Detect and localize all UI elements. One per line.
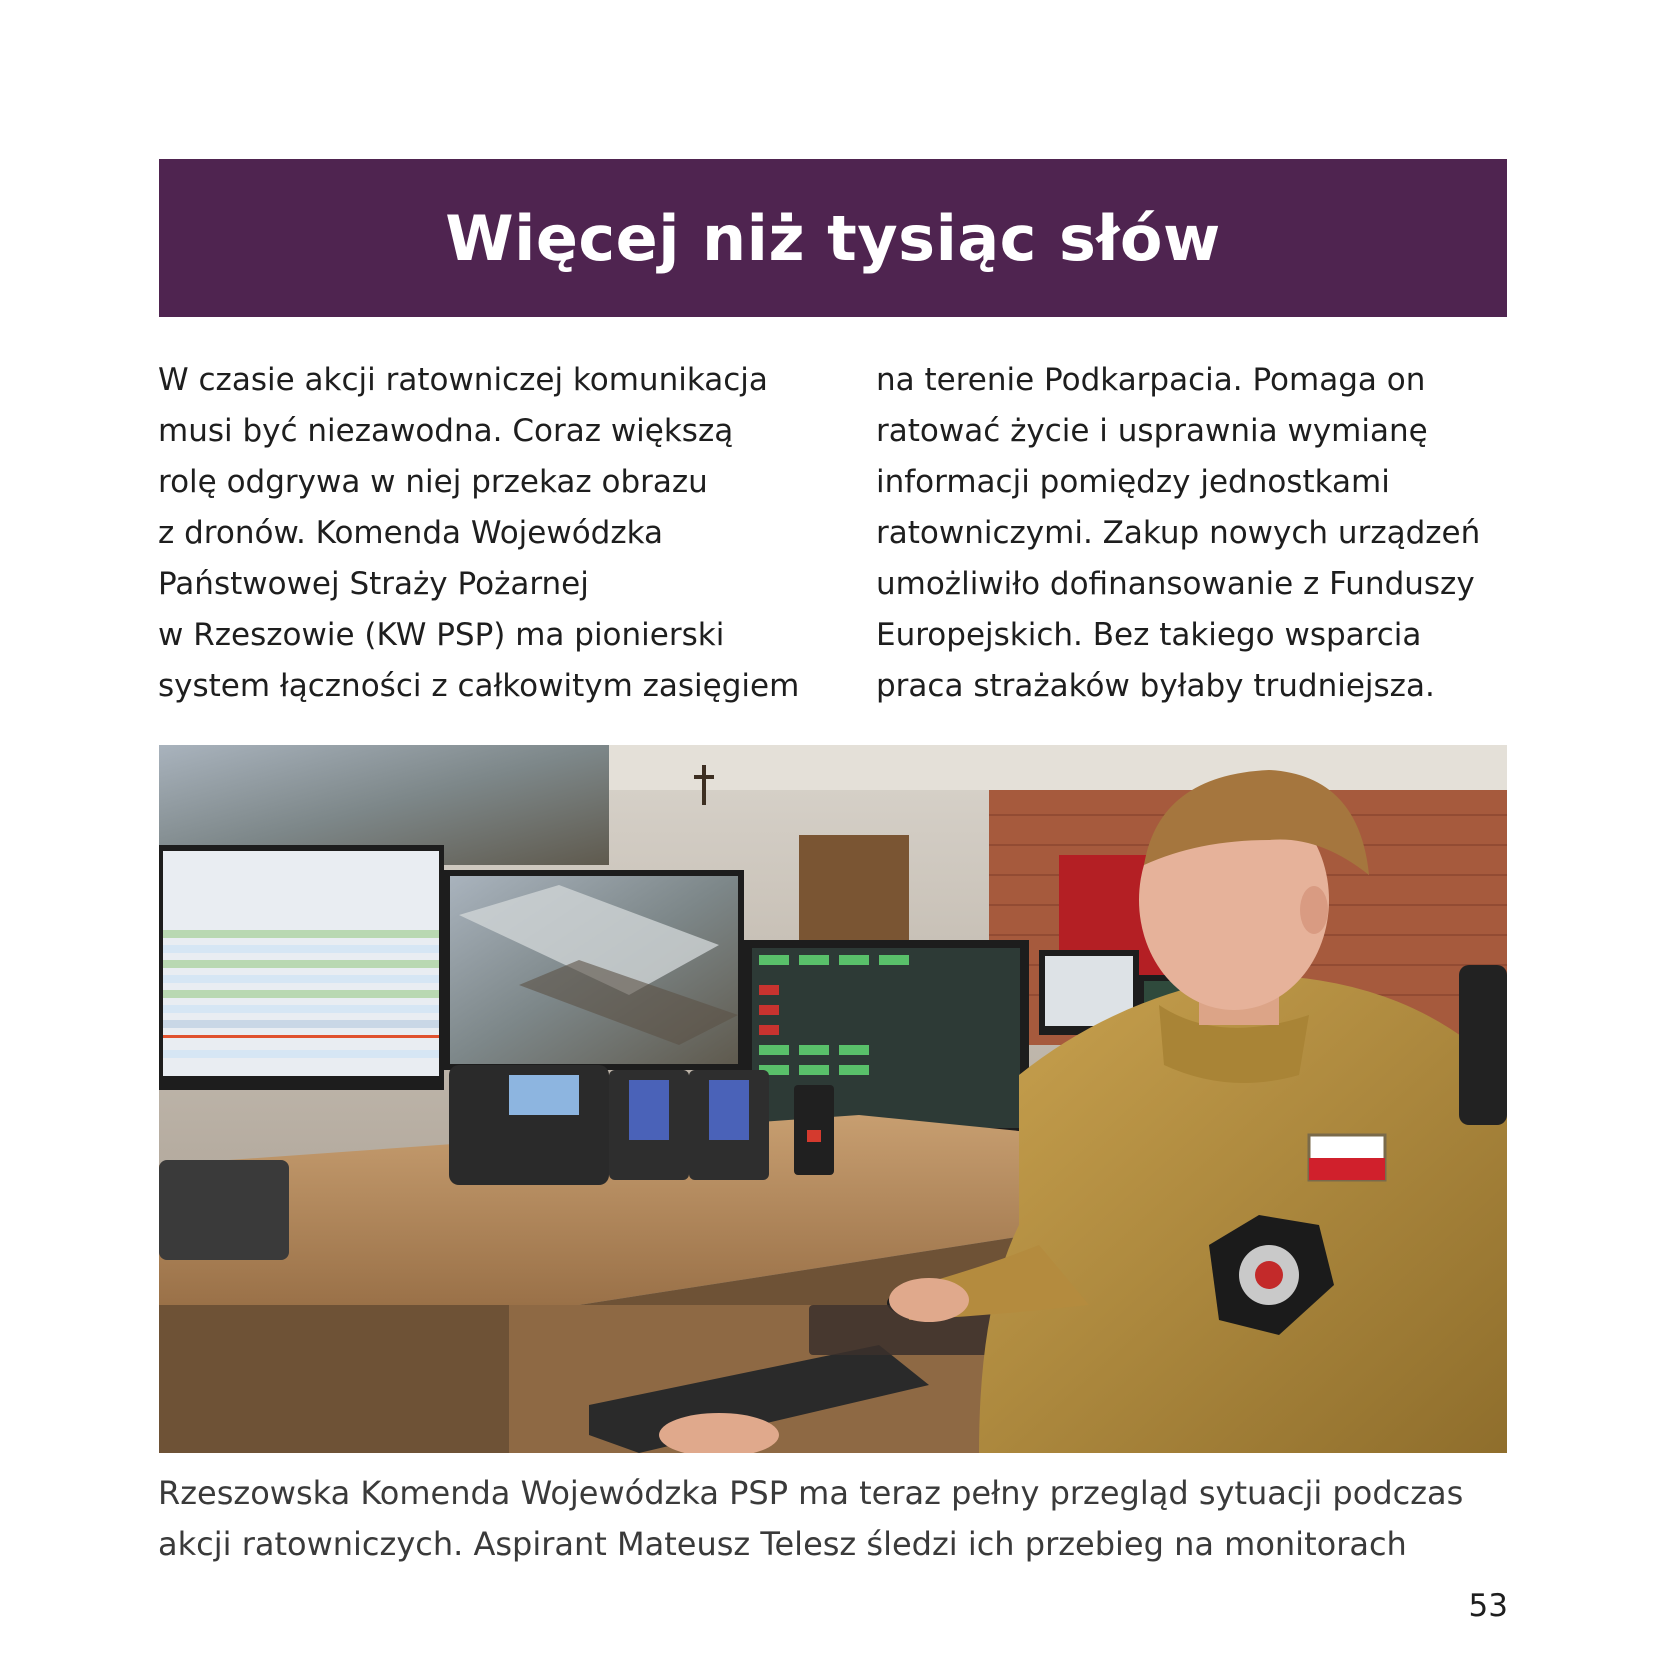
body-text-right-column <box>876 355 1480 712</box>
photo-caption <box>158 1468 1463 1570</box>
title-banner <box>159 159 1507 317</box>
caption-line: akcji ratowniczych. Aspirant Mateusz Telesz śledzi ich przebieg na monitorach <box>158 1525 1407 1563</box>
body-line: umożliwiło dofinansowanie z Funduszy <box>876 566 1475 602</box>
body-line: informacji pomiędzy jednostkami <box>876 464 1390 500</box>
body-line: na terenie Podkarpacia. Pomaga on <box>876 362 1426 398</box>
body-line: W czasie akcji ratowniczej komunikacja <box>158 362 768 398</box>
page-number: 53 <box>1468 1588 1508 1624</box>
photo-illustration <box>159 745 1507 1453</box>
body-text-left-column <box>158 355 799 712</box>
body-line: Państwowej Straży Pożarnej <box>158 566 589 602</box>
page-title: Więcej niż tysiąc słów <box>445 201 1221 275</box>
caption-line: Rzeszowska Komenda Wojewódzka PSP ma teraz pełny przegląd sytuacji podczas <box>158 1474 1464 1512</box>
body-line: praca strażaków byłaby trudniejsza. <box>876 668 1435 704</box>
body-line: Europejskich. Bez takiego wsparcia <box>876 617 1422 653</box>
body-line: w Rzeszowie (KW PSP) ma pionierski <box>158 617 725 653</box>
body-line: musi być niezawodna. Coraz większą <box>158 413 734 449</box>
body-line: z dronów. Komenda Wojewódzka <box>158 515 664 551</box>
body-line: rolę odgrywa w niej przekaz obrazu <box>158 464 708 500</box>
body-line: system łączności z całkowitym zasięgiem <box>158 668 800 704</box>
body-line: ratowniczymi. Zakup nowych urządzeń <box>876 515 1481 551</box>
photo-firefighter-dispatch <box>159 745 1507 1453</box>
body-line: ratować życie i usprawnia wymianę <box>876 413 1428 449</box>
